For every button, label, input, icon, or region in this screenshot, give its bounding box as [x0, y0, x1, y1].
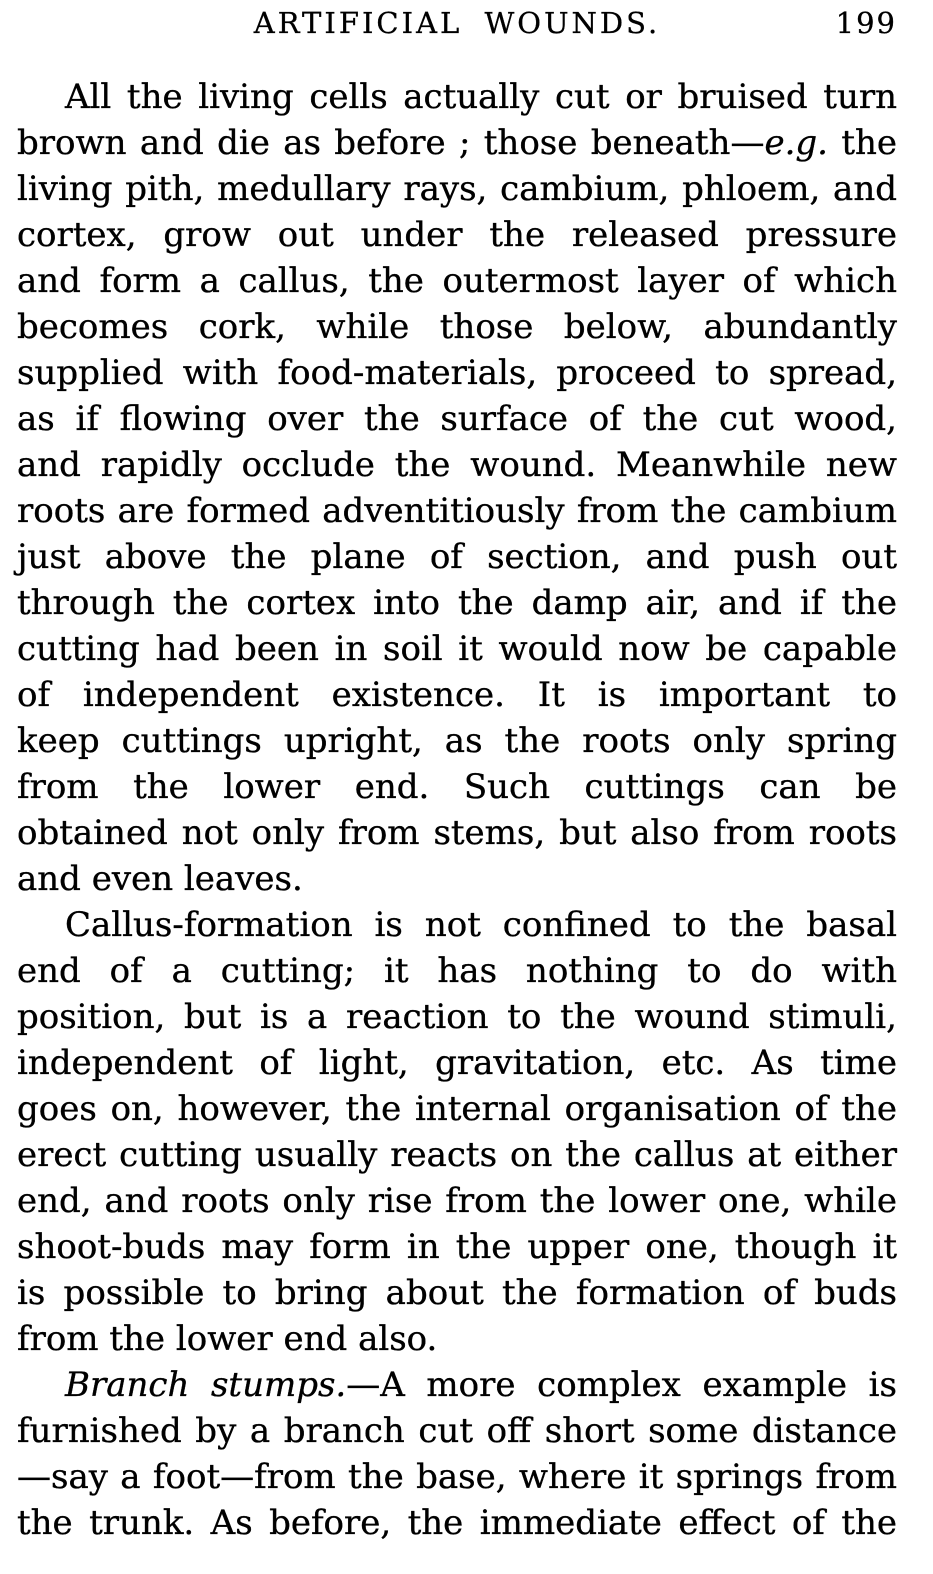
text-line — [17, 1178, 897, 1224]
text-line — [17, 1086, 897, 1132]
page-number: 199 — [835, 6, 897, 40]
text-segment: and even leaves. — [17, 859, 303, 899]
text-segment: through the cortex into the damp air, and if the — [17, 583, 897, 623]
italic-text: Branch stumps. — [65, 1365, 347, 1405]
text-line — [17, 350, 897, 396]
body-text — [17, 74, 897, 1546]
text-line — [17, 1040, 897, 1086]
text-line — [17, 396, 897, 442]
text-segment: the — [827, 123, 897, 163]
text-line — [17, 718, 897, 764]
text-segment: All the living cells actually cut or bruised turn — [65, 77, 897, 117]
text-segment: is possible to bring about the formation of buds — [17, 1273, 897, 1313]
text-line — [17, 1316, 897, 1362]
text-segment: from the lower end also. — [17, 1319, 438, 1359]
text-line — [17, 212, 897, 258]
text-line — [17, 626, 897, 672]
text-line — [17, 1408, 897, 1454]
text-line — [17, 534, 897, 580]
text-segment: goes on, however, the internal organisation of the — [17, 1089, 897, 1129]
text-segment: and rapidly occlude the wound. Meanwhile new — [17, 445, 897, 485]
text-line — [17, 580, 897, 626]
text-segment: cutting had been in soil it would now be capable — [17, 629, 897, 669]
text-segment: the trunk. As before, the immediate effect of the — [17, 1503, 897, 1543]
text-line — [17, 672, 897, 718]
page-header — [17, 6, 897, 46]
text-line — [17, 120, 897, 166]
text-segment: furnished by a branch cut off short some distance — [17, 1411, 897, 1451]
text-segment: —say a foot—from the base, where it springs from — [17, 1457, 897, 1497]
text-line — [17, 442, 897, 488]
text-segment: cortex, grow out under the released pressure — [17, 215, 897, 255]
text-segment: and form a callus, the outermost layer of which — [17, 261, 897, 301]
text-line — [17, 166, 897, 212]
text-segment: supplied with food-materials, proceed to spread, — [17, 353, 897, 393]
text-segment: shoot-buds may form in the upper one, though it — [17, 1227, 897, 1267]
text-line — [17, 1132, 897, 1178]
text-line — [17, 1224, 897, 1270]
text-segment: erect cutting usually reacts on the callus at either — [17, 1135, 897, 1175]
text-segment: brown and die as before ; those beneath— — [17, 123, 765, 163]
text-line — [17, 810, 897, 856]
text-line — [17, 304, 897, 350]
italic-text: e.g. — [764, 123, 828, 163]
text-line — [17, 74, 897, 120]
text-line — [17, 258, 897, 304]
text-line — [17, 488, 897, 534]
text-line — [17, 1454, 897, 1500]
text-segment: as if flowing over the surface of the cut wood, — [17, 399, 897, 439]
text-segment: of independent existence. It is important to — [17, 675, 897, 715]
text-line — [17, 1500, 897, 1546]
text-line — [17, 1362, 897, 1408]
text-segment: position, but is a reaction to the wound stimuli, — [17, 997, 897, 1037]
text-segment: Callus-formation is not confined to the basal — [65, 905, 897, 945]
text-segment: end of a cutting; it has nothing to do with — [17, 951, 897, 991]
text-segment: independent of light, gravitation, etc. As time — [17, 1043, 897, 1083]
text-segment: becomes cork, while those below, abundantly — [17, 307, 897, 347]
text-segment: —A more complex example is — [346, 1365, 897, 1405]
text-line — [17, 902, 897, 948]
text-segment: end, and roots only rise from the lower one, while — [17, 1181, 897, 1221]
text-segment: just above the plane of section, and push out — [17, 537, 897, 577]
text-segment: keep cuttings upright, as the roots only spring — [17, 721, 897, 761]
text-segment: roots are formed adventitiously from the cambium — [17, 491, 897, 531]
text-segment: living pith, medullary rays, cambium, phloem, and — [17, 169, 897, 209]
text-line — [17, 994, 897, 1040]
text-segment: from the lower end. Such cuttings can be — [17, 767, 897, 807]
text-line — [17, 948, 897, 994]
text-line — [17, 856, 897, 902]
running-title: ARTIFICIAL WOUNDS. — [253, 6, 661, 40]
text-segment: obtained not only from stems, but also from roots — [17, 813, 897, 853]
text-line — [17, 764, 897, 810]
text-line — [17, 1270, 897, 1316]
